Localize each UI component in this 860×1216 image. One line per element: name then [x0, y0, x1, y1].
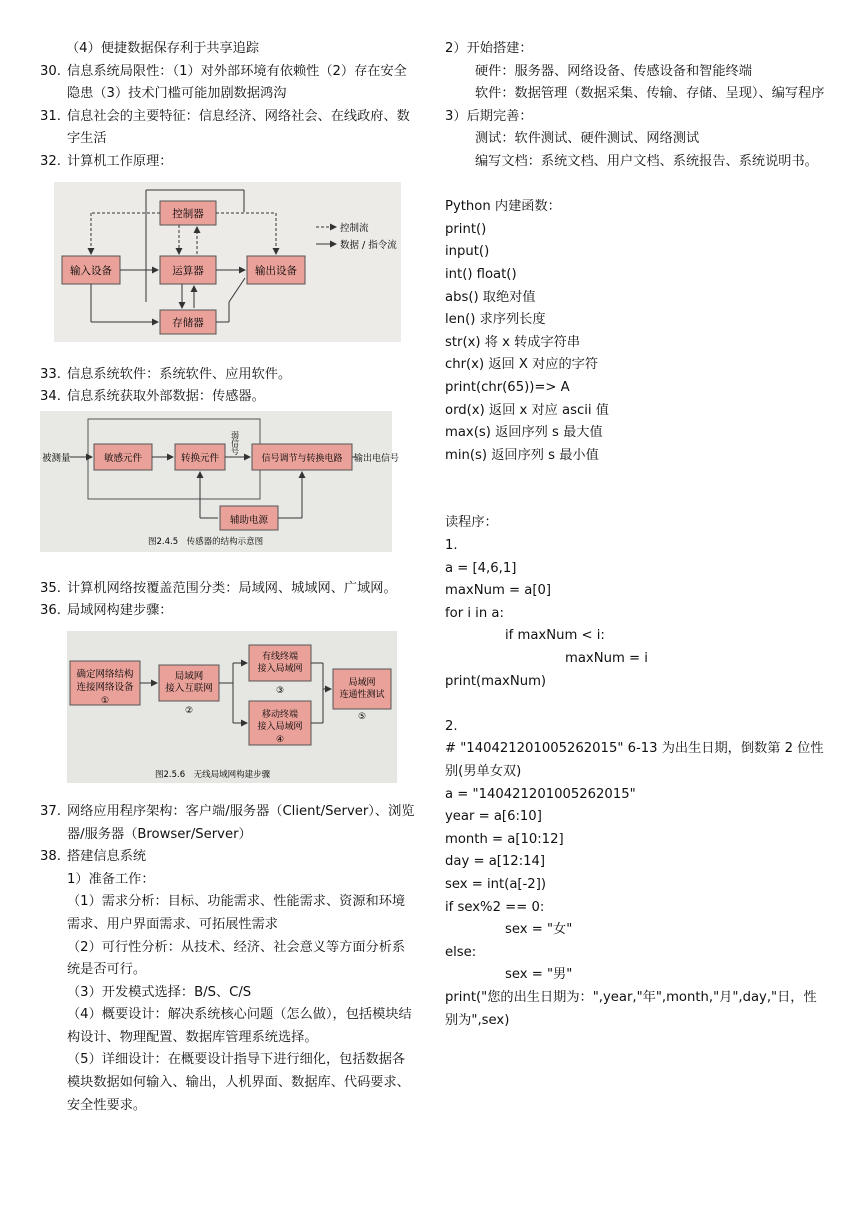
item-text: 信息系统局限性：（1）对外部环境有依赖性（2）存在安全隐患（3）技术门槛可能加剧数据鸿沟 — [67, 63, 407, 102]
step4-number: ④ — [275, 734, 285, 745]
code-line: year = a[6:10] — [445, 809, 542, 825]
prep-heading: 1）准备工作： — [67, 871, 155, 887]
list-item-36 — [40, 600, 418, 623]
builtin-item: abs() 取绝对值 — [445, 289, 536, 305]
code-line: print(maxNum) — [445, 673, 547, 689]
figure-caption: 图2.5.6 无线局域网构建步骤 — [155, 769, 271, 780]
item-number: 34. — [40, 389, 61, 405]
step1-line1: 确定网络结构 — [76, 668, 134, 680]
item-number: 33. — [40, 366, 61, 382]
step1-number: ① — [100, 695, 110, 706]
step1-line2: 连接网络设备 — [76, 681, 134, 693]
list-item: （4）便捷数据保存利于共享追踪 — [66, 41, 260, 56]
builtin-item: int() float() — [445, 266, 517, 282]
step5-number: ⑤ — [357, 711, 367, 722]
builtin-item: print(chr(65))=> A — [445, 379, 570, 395]
item-text: 信息系统获取外部数据：传感器。 — [67, 389, 265, 405]
software-line: 软件：数据管理（数据采集、传输、存储、呈现）、编写程序 — [475, 86, 825, 102]
convert-label: 转换元件 — [180, 452, 220, 464]
list-item-30 — [40, 61, 418, 106]
builtin-item: min(s) 返回序列 s 最小值 — [445, 447, 599, 463]
item-text: 计算机网络按覆盖范围分类：局域网、城域网、广域网。 — [67, 580, 397, 596]
step5-line1: 局域网 — [348, 677, 376, 688]
step5-box — [333, 669, 391, 709]
prep-item-4: （4）概要设计：解决系统核心问题（怎么做），包括模块结构设计、物理配置、数据库管理系统选择。 — [67, 1007, 412, 1045]
python-builtins-heading: Python 内建函数： — [445, 199, 561, 215]
controller-label: 控制器 — [172, 207, 204, 220]
item-number: 31. — [40, 108, 61, 124]
step4-line2: 接入局域网 — [257, 721, 303, 732]
list-item-31 — [40, 106, 418, 151]
step2-number: ② — [184, 705, 194, 716]
item-text: 搭建信息系统 — [67, 849, 147, 865]
figure-caption: 图2.4.5 传感器的结构示意图 — [148, 536, 264, 547]
code-line: for i in a: — [445, 605, 504, 621]
read-program-heading: 读程序： — [445, 515, 498, 531]
program-2-number: 2. — [445, 718, 458, 734]
code-line: print("您的出生日期为：",year,"年",month,"月",day,"日，性别为",sex) — [445, 989, 817, 1028]
step3-box — [249, 645, 311, 681]
measured-label: 被测量 — [42, 452, 71, 464]
step3-number: ③ — [275, 685, 285, 696]
computer-principle-figure — [54, 182, 401, 342]
refine-heading: 3）后期完善： — [445, 108, 533, 124]
signal-label: 信号调节与转换电路 — [261, 453, 343, 464]
input-label: 输入设备 — [70, 264, 112, 277]
docs-line: 编写文档：系统文档、用户文档、系统报告、系统说明书。 — [475, 153, 818, 169]
builtin-item: chr(x) 返回 X 对应的字符 — [445, 357, 599, 373]
step2-line1: 局域网 — [174, 670, 204, 682]
item-text: 局域网构建步骤： — [67, 603, 173, 619]
code-line: sex = int(a[-2]) — [445, 876, 546, 892]
item-text: 信息社会的主要特征：信息经济、网络社会、在线政府、数字生活 — [67, 108, 410, 147]
item-text: 信息系统软件：系统软件、应用软件。 — [67, 366, 292, 382]
legend-control: 控制流 — [340, 222, 369, 234]
step5-line2: 连通性测试 — [339, 689, 385, 700]
builtin-item: print() — [445, 221, 487, 237]
sensor-structure-figure — [40, 411, 400, 552]
output-signal-label: 输出电信号 — [354, 453, 400, 464]
item-number: 38. — [40, 849, 61, 865]
code-line: if sex%2 == 0: — [445, 899, 545, 915]
step3-line1: 有线终端 — [261, 651, 299, 662]
wlan-steps-figure — [67, 631, 397, 783]
alu-label: 运算器 — [172, 264, 204, 277]
list-item-33 — [40, 364, 418, 387]
item-number: 32. — [40, 153, 61, 169]
hardware-line: 硬件：服务器、网络设备、传感设备和智能终端 — [475, 63, 752, 79]
prep-item-5: （5）详细设计：在概要设计指导下进行细化，包括数据各模块数据如何输入、输出，人机界面、数据库、代码要求、安全性要求。 — [67, 1052, 410, 1113]
builtin-item: input() — [445, 244, 490, 260]
list-item-38 — [40, 846, 418, 869]
item-number: 37. — [40, 803, 61, 819]
builtin-item: str(x) 将 x 转成字符串 — [445, 334, 581, 350]
aux-power-label: 辅助电源 — [229, 514, 269, 526]
code-line: maxNum = i — [565, 651, 648, 667]
code-line: sex = "女" — [505, 922, 573, 938]
build-steps — [40, 869, 418, 1118]
memory-label: 存储器 — [172, 316, 204, 329]
item-number: 30. — [40, 63, 61, 79]
build-heading: 2）开始搭建： — [445, 41, 533, 56]
step4-line1: 移动终端 — [261, 709, 299, 720]
prep-item-3: （3）开发模式选择：B/S、C/S — [67, 984, 252, 1000]
step2-line2: 接入互联网 — [165, 682, 213, 694]
program-1-number: 1. — [445, 538, 458, 554]
item-number: 36. — [40, 603, 61, 619]
code-line: maxNum = a[0] — [445, 583, 551, 599]
item-text: 计算机工作原理： — [67, 153, 173, 169]
list-item-32 — [40, 151, 418, 174]
item-number: 35. — [40, 580, 61, 596]
code-line: if maxNum < i: — [505, 628, 605, 644]
left-column — [40, 38, 418, 1117]
list-item-37 — [40, 801, 418, 846]
sensitive-label: 敏感元件 — [103, 452, 143, 464]
code-line: sex = "男" — [505, 967, 573, 983]
weak-signal-label: 弱信号 — [230, 430, 240, 455]
code-line: else: — [445, 944, 477, 960]
code-line: day = a[12:14] — [445, 854, 546, 870]
legend-data: 数据 / 指令流 — [340, 239, 397, 251]
code-comment: # "140421201005262015" 6-13 为出生日期，倒数第 2 位性别(男单女双) — [445, 741, 824, 779]
prep-item-1: （1）需求分析：目标、功能需求、性能需求、资源和环境需求、用户界面需求、可拓展性需求 — [67, 894, 406, 932]
testing-line: 测试：软件测试、硬件测试、网络测试 — [475, 131, 700, 147]
code-line: a = [4,6,1] — [445, 560, 517, 576]
list-item-34 — [40, 386, 418, 409]
code-line: a = "140421201005262015" — [445, 786, 636, 802]
item-text: 网络应用程序架构：客户端/服务器（Client/Server）、浏览器/服务器（Browser/Server） — [67, 803, 415, 842]
prep-item-2: （2）可行性分析：从技术、经济、社会意义等方面分析系统是否可行。 — [67, 939, 406, 978]
step3-line2: 接入局域网 — [257, 663, 303, 674]
code-line: month = a[10:12] — [445, 831, 564, 847]
list-item-35 — [40, 578, 418, 601]
output-label: 输出设备 — [255, 264, 297, 277]
right-column — [445, 38, 825, 1032]
builtin-item: max(s) 返回序列 s 最大值 — [445, 425, 603, 441]
builtin-item: len() 求序列长度 — [445, 312, 546, 328]
builtin-item: ord(x) 返回 x 对应 ascii 值 — [445, 402, 609, 418]
